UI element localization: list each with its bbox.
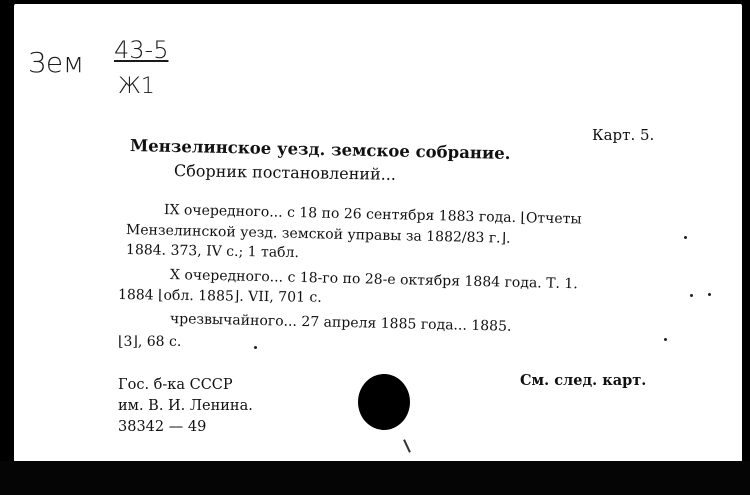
card-number: Карт. 5.	[592, 126, 655, 144]
speck	[254, 346, 257, 349]
entry-3-line-2: ⌊3⌋, 68 с.	[118, 334, 182, 350]
card-subtitle: Сборник постановлений...	[173, 161, 397, 184]
library-line-1: Гос. б-ка СССР	[118, 377, 233, 393]
entry-1-line-2: Мензелинской уезд. земской управы за 1882/83 г.⌋.	[125, 222, 511, 247]
entry-1-line-3: 1884. 373, IV с.; 1 табл.	[125, 242, 300, 262]
speck	[690, 294, 693, 297]
entry-3-line-1: чрезвычайного... 27 апреля 1885 года... 1885.	[169, 311, 512, 335]
pencil-mark	[403, 439, 411, 453]
speck	[664, 338, 667, 341]
punch-hole	[358, 374, 410, 430]
speck	[684, 236, 687, 239]
handwritten-numerator: 43-5	[114, 36, 169, 64]
handwritten-prefix: Зем	[28, 46, 85, 79]
background-edge	[0, 461, 750, 495]
entry-2-line-1: X очередного... с 18-го по 28-е октября 1884 года. Т. 1.	[169, 267, 578, 293]
entry-1-line-1: IX очередного... с 18 по 26 сентября 1883 года. ⌊Отчеты	[163, 202, 582, 228]
catalog-card	[14, 4, 742, 462]
see-next-card: См. след. карт.	[520, 372, 647, 389]
handwritten-denominator: Ж1	[118, 74, 155, 99]
card-title: Мензелинское уезд. земское собрание.	[129, 136, 511, 163]
library-line-3: 38342 — 49	[118, 419, 207, 435]
library-line-2: им. В. И. Ленина.	[118, 398, 253, 414]
speck	[708, 293, 711, 296]
entry-2-line-2: 1884 ⌊обл. 1885⌋. VII, 701 с.	[117, 287, 322, 306]
